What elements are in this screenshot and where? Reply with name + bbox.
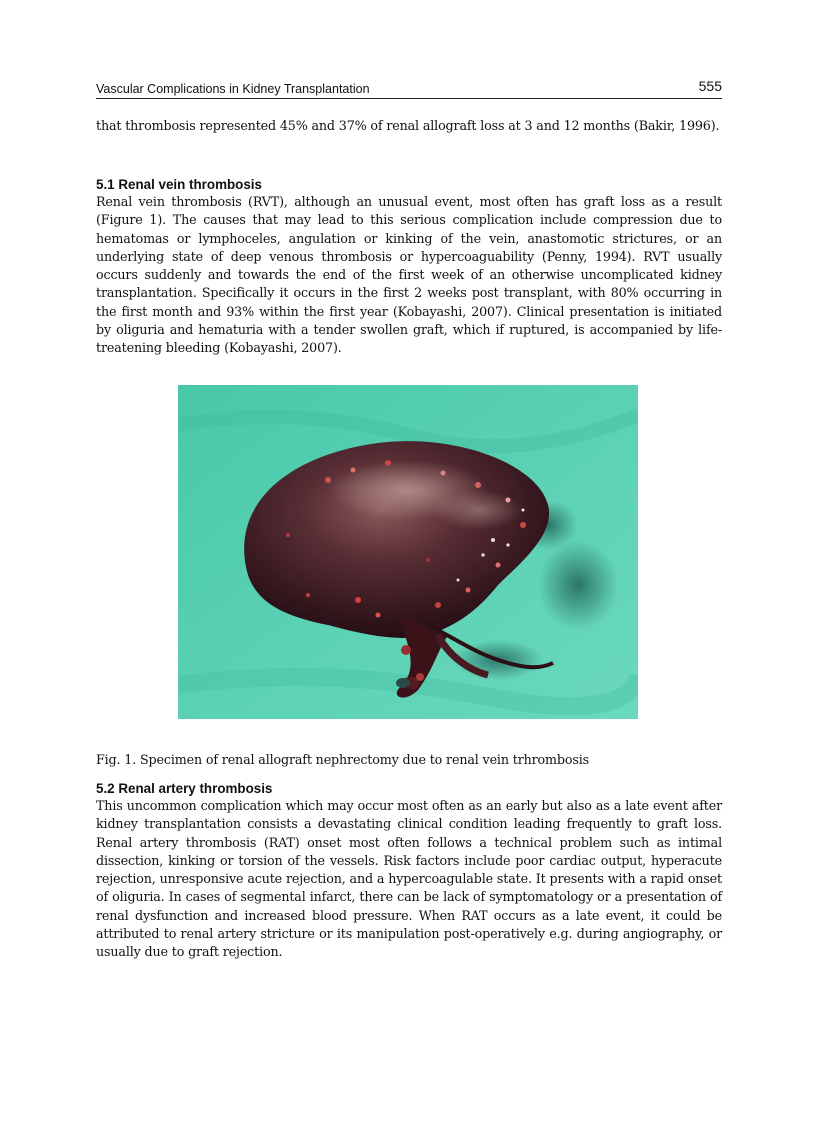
renal-vein-thrombosis-paragraph: Renal vein thrombosis (RVT), although an unusual event, most often has graft loss as a result (Figure 1). The causes that may lead to this serious complication include compression due to hematomas or lymphoceles, angulation or kinking of the vein, anastomotic strictures, or an underlying state of deep venous thrombosis or hypercoaguability (Penny, 1994). RVT usually occurs suddenly and towards the end of the first week of an otherwise uncomplicated kidney transplantation. Specifically it occurs in the first 2 weeks post transplant, with 80% occurring in the first month and 93% within the first year (Kobayashi, 2007). Clinical presentation is initiated by oliguria and hematuria with a tender swollen graft, which if ruptured, is accompanied by life-treatening bleeding (Kobayashi, 2007).: [96, 194, 722, 356]
figure-caption: Fig. 1. Specimen of renal allograft nephrectomy due to renal vein trhrombosis: [96, 751, 590, 767]
renal-artery-thrombosis-paragraph: This uncommon complication which may occur most often as an early but also as a late event after kidney transplantation consists a devastating clinical condition leading frequently to graft loss. Renal artery thrombosis (RAT) onset most often follows a technical problem such as intimal dissection, kinking or torsion of the vessels. Risk factors include poor cardiac output, hyperacute rejection, unresponsive acute rejection, and a hypercoagulable state. It presents with a rapid onset of oliguria. In cases of segmental infarct, there can be lack of symptomatology or a presentation of renal dysfunction and increased blood pressure. When RAT occurs as a late event, it could be attributed to renal artery stricture or its manipulation post-operatively e.g. during angiography, or usually due to graft rejection.: [96, 798, 722, 960]
section-heading-renal-artery-thrombosis: 5.2 Renal artery thrombosis: [96, 781, 273, 796]
section-heading-renal-vein-thrombosis: 5.1 Renal vein thrombosis: [96, 177, 262, 192]
page-number: 555: [698, 78, 722, 94]
kidney-specimen-photo: [178, 385, 638, 719]
running-title: Vascular Complications in Kidney Transplantation: [96, 82, 370, 96]
intro-paragraph: that thrombosis represented 45% and 37% of renal allograft loss at 3 and 12 months (Bakir, 1996).: [96, 118, 720, 133]
page-header: [96, 78, 722, 99]
